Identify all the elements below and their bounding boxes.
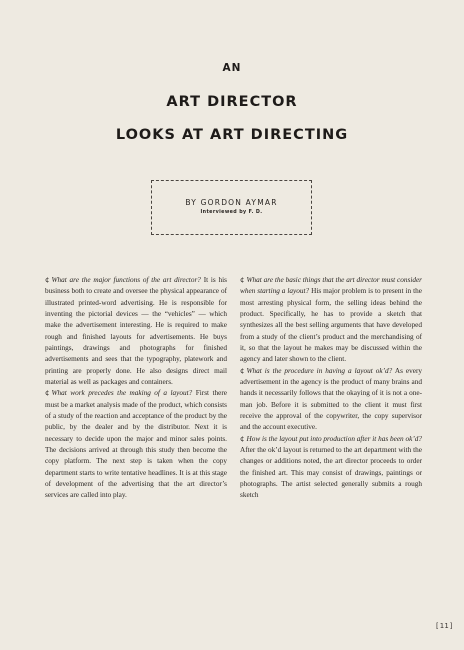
answer-text: After the ok’d layout is returned to the art department with the changes or additions noted, the art director proceeds to order the finished art. This may consist of drawings, paintings or photographs. The artist selected generally submits a rough sketch xyxy=(240,445,422,500)
qa-paragraph xyxy=(240,366,422,434)
answer-text: First there must be a market analysis made of the product, which consists of a study of the reaction and acceptance of the product by the public, by the dealer and by the distributor. Next it is necessary to decide upon the major and minor sales points. The decisions arrived at through this study then become the copy platform. The next step is taken when the copy department starts to write tentative headlines. It is at this stage of development of the advertising that the art director’s services are called into play. xyxy=(45,389,227,500)
question-text: What are the basic things that the art director must consider when starting a layout? xyxy=(240,276,422,296)
paragraph-mark-icon: ¢ xyxy=(240,366,245,375)
answer-text: It is his business both to create and oversee the physical appearance of illustrated printed-word advertising. He is responsible for inventing the pictorial devices — the “vehicles” — which make the advertisement interesting. He is required to make rough and finished layouts for advertisements. He buys paintings, drawings and photographs for finished advertisements and sees that the typography, platework and printing are properly done. He also designs direct mail material as well as packages and containers. xyxy=(45,276,227,386)
question-text: What work precedes the making of a layout? xyxy=(51,389,193,398)
byline-interviewer: Interviewed by F. D. xyxy=(200,210,263,215)
byline-box xyxy=(151,180,312,235)
qa-paragraph xyxy=(240,275,422,366)
answer-text: As every advertisement in the agency is the product of many brains and hands it necessarily follows that the okaying of it is not a one-man job. Before it is submitted to the client it must first receive the approval of the copywriter, the copy supervisor and the account executive. xyxy=(240,366,422,432)
text-column-left xyxy=(45,275,227,502)
qa-paragraph xyxy=(45,275,227,388)
title-an: AN xyxy=(222,62,242,74)
title-line-1: ART DIRECTOR xyxy=(166,94,298,110)
page-number: [11] xyxy=(435,622,454,630)
paragraph-mark-icon: ¢ xyxy=(45,276,50,284)
paragraph-mark-icon: ¢ xyxy=(240,276,245,284)
question-text: What is the procedure in having a layout ok’d? xyxy=(246,366,393,375)
paragraph-mark-icon: ¢ xyxy=(45,389,50,398)
question-text: How is the layout put into production after it has been ok’d? xyxy=(246,434,422,443)
qa-paragraph xyxy=(240,434,422,502)
answer-text: His major problem is to present in the most arresting physical form, the selling ideas behind the product. Specifically, he has to provide a sketch that synthesizes all the best selling arguments that have developed from a study of the client’s product and the merchandising of it, so that the layout he makes may be discussed within the agency and later shown to the client. xyxy=(240,287,422,364)
qa-paragraph xyxy=(45,388,227,501)
text-column-right xyxy=(240,275,422,502)
question-text: What are the major functions of the art director? xyxy=(51,276,201,284)
title-line-2: LOOKS AT ART DIRECTING xyxy=(115,127,349,143)
byline-author: BY GORDON AYMAR xyxy=(185,198,278,207)
paragraph-mark-icon: ¢ xyxy=(240,434,245,443)
